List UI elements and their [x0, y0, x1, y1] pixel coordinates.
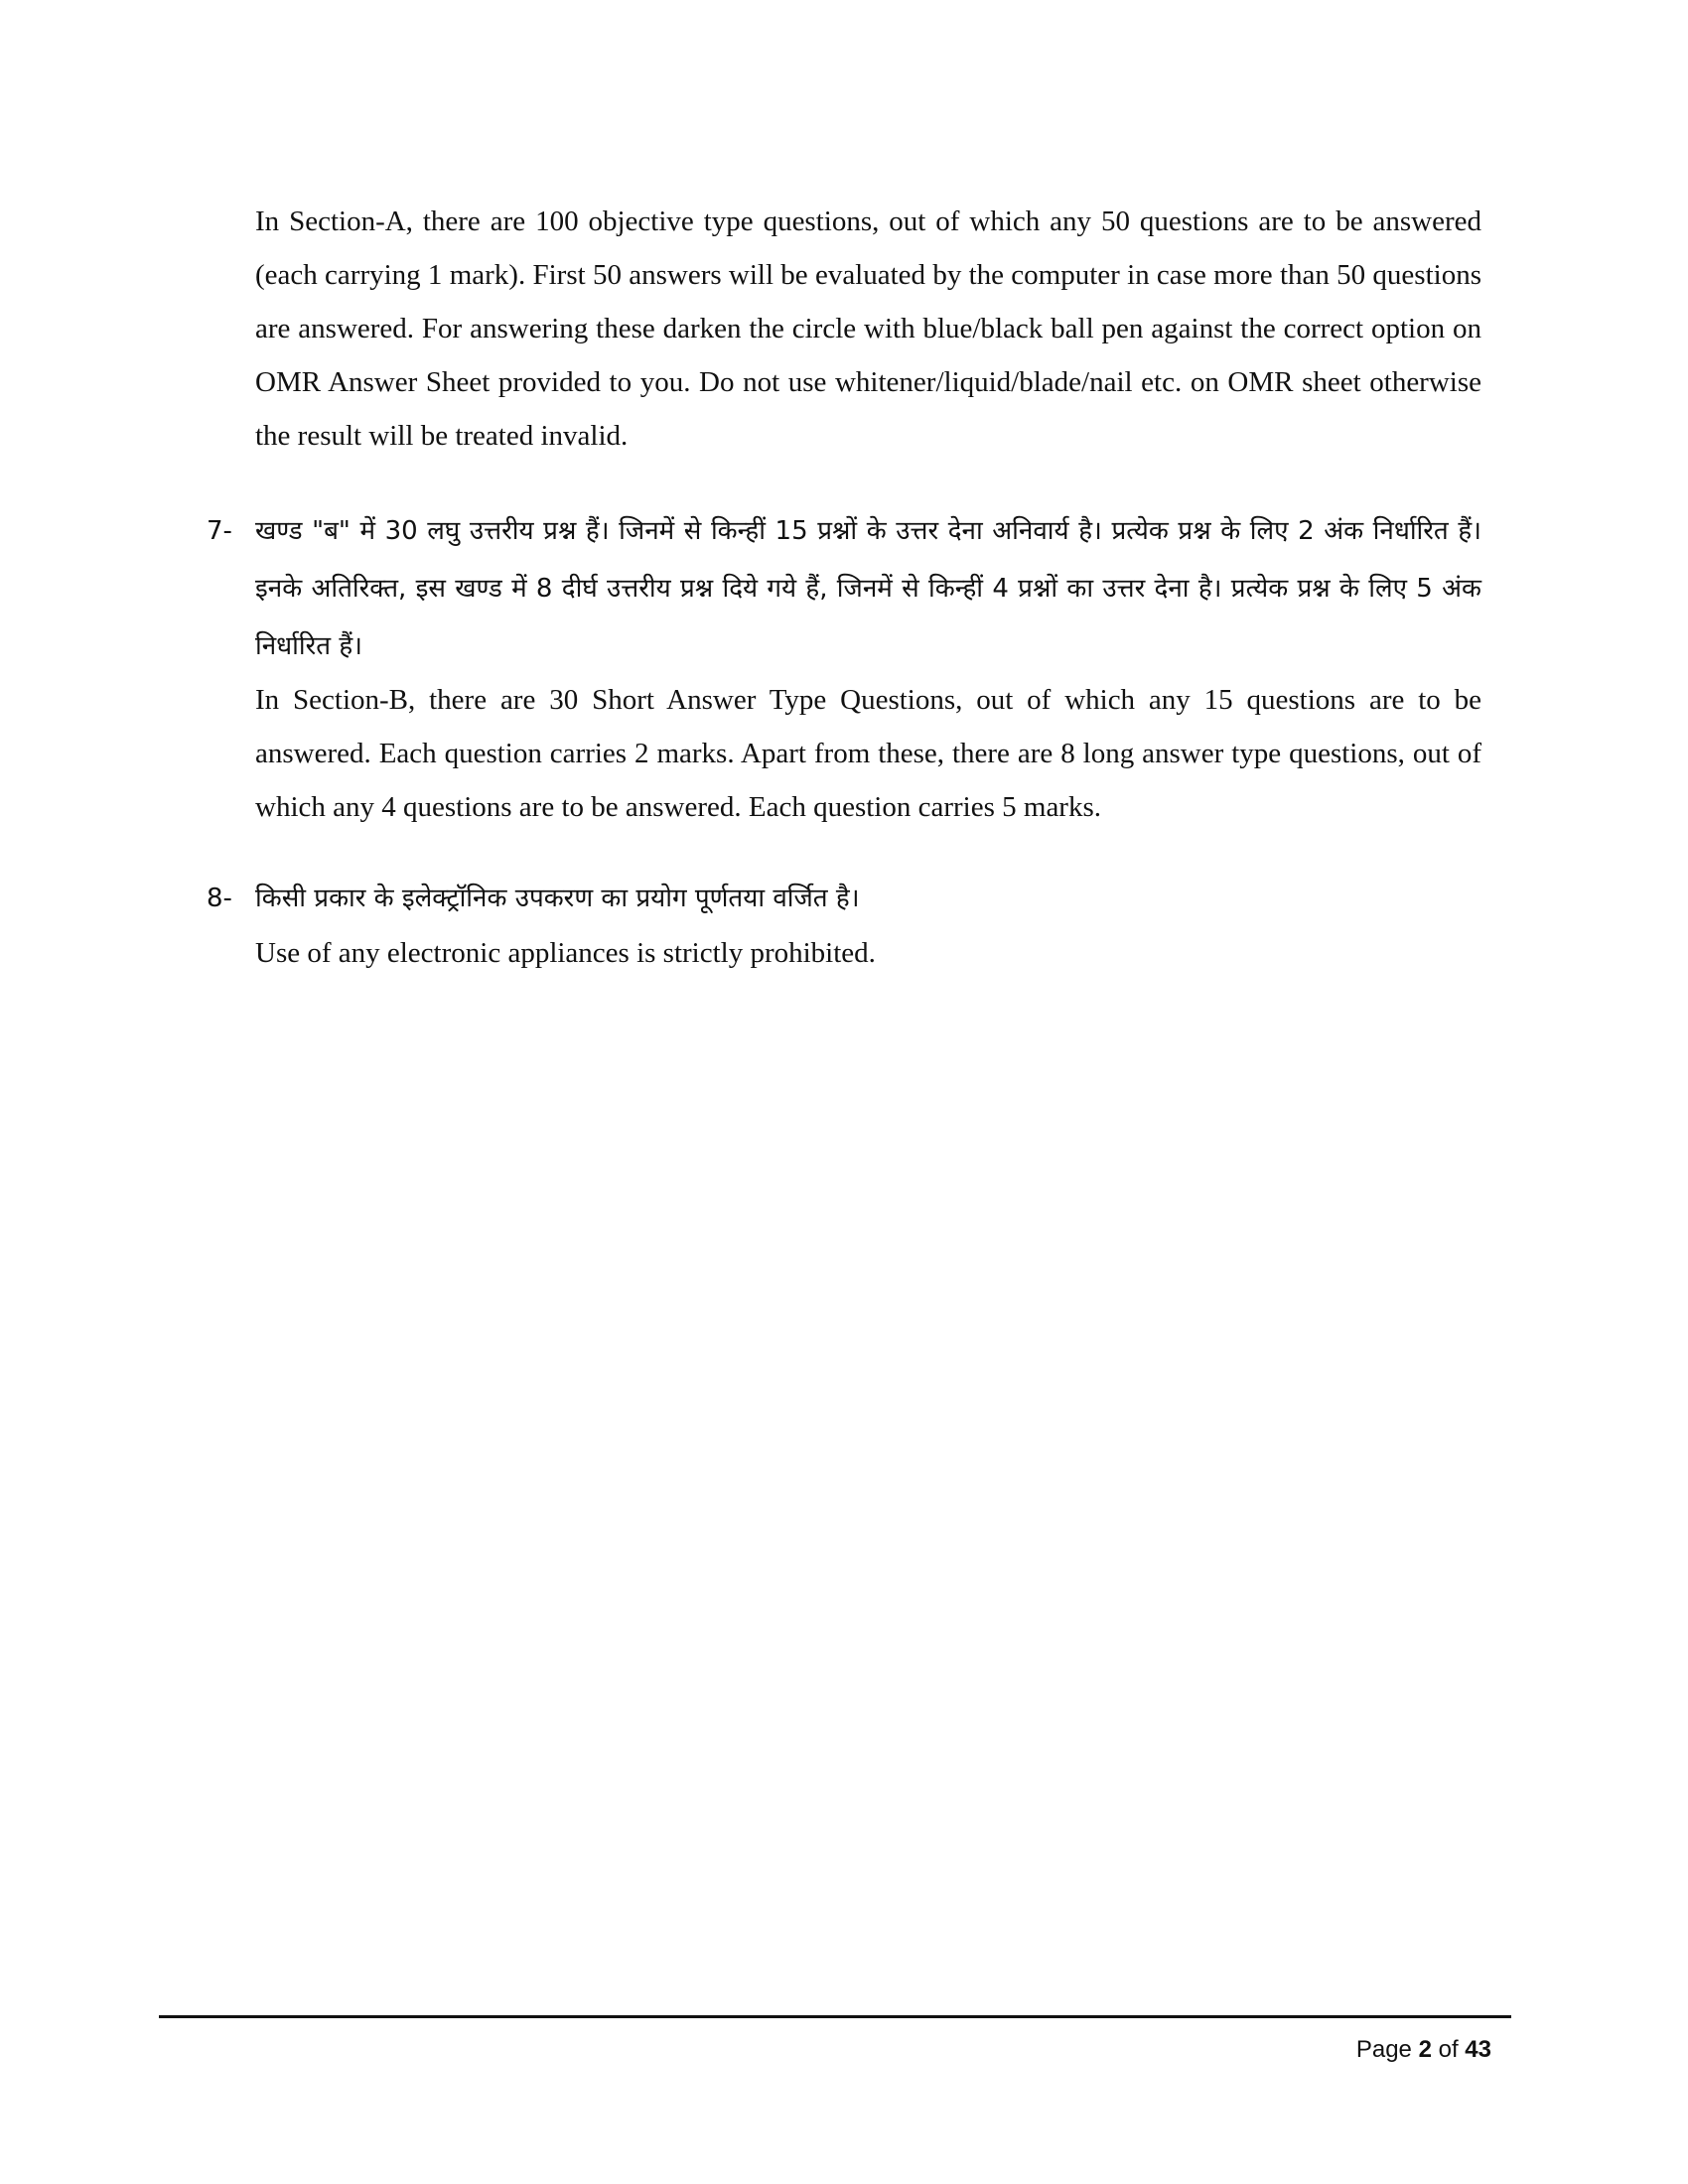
page-number-footer — [1356, 2036, 1491, 2064]
total-page-count: 43 — [1465, 2036, 1491, 2063]
item-7-instruction-hindi: खण्ड "ब" में 30 लघु उत्तरीय प्रश्न हैं। जिनमें से किन्हीं 15 प्रश्नों के उत्तर देना अनिवार्य है। प्रत्येक प्रश्न के लिए 2 अंक निर्धारित हैं। इनके अतिरिक्त, इस खण्ड में 8 दीर्घ उत्तरीय प्रश्न दिये गये हैं, जिनमें से किन्हीं 4 प्रश्नों का उत्तर देना है। प्रत्येक प्रश्न के लिए 5 अंक निर्धारित हैं। — [255, 516, 1481, 661]
page-label: Page — [1355, 2036, 1412, 2063]
footer-divider — [159, 2015, 1511, 2018]
item-7-number: 7- — [207, 516, 232, 546]
item-8-instruction-hindi: किसी प्रकार के इलेक्ट्रॉनिक उपकरण का प्रयोग पूर्णतया वर्जित है। — [255, 884, 860, 913]
item-7-instruction-english: In Section-B, there are 30 Short Answer Type Questions, out of which any 15 questions are to be answered. Each question carries 2 marks. Apart from these, there are 8 long answer type questions, out of which any 4 questions are to be answered. Each question carries 5 marks. — [255, 684, 1481, 823]
item-8-number: 8- — [207, 884, 232, 913]
section-a-instruction-english: In Section-A, there are 100 objective type questions, out of which any 50 questions are to be answered (each carrying 1 mark). First 50 answers will be evaluated by the computer in case more than 50 questions are answered. For answering these darken the circle with blue/black ball pen against the correct option on OMR Answer Sheet provided to you. Do not use whitener/liquid/blade/nail etc. on OMR sheet otherwise the result will be treated invalid. — [255, 205, 1481, 452]
item-8-instruction-english: Use of any electronic appliances is strictly prohibited. — [255, 937, 876, 969]
current-page-number: 2 — [1418, 2036, 1432, 2063]
of-label: of — [1438, 2036, 1459, 2063]
